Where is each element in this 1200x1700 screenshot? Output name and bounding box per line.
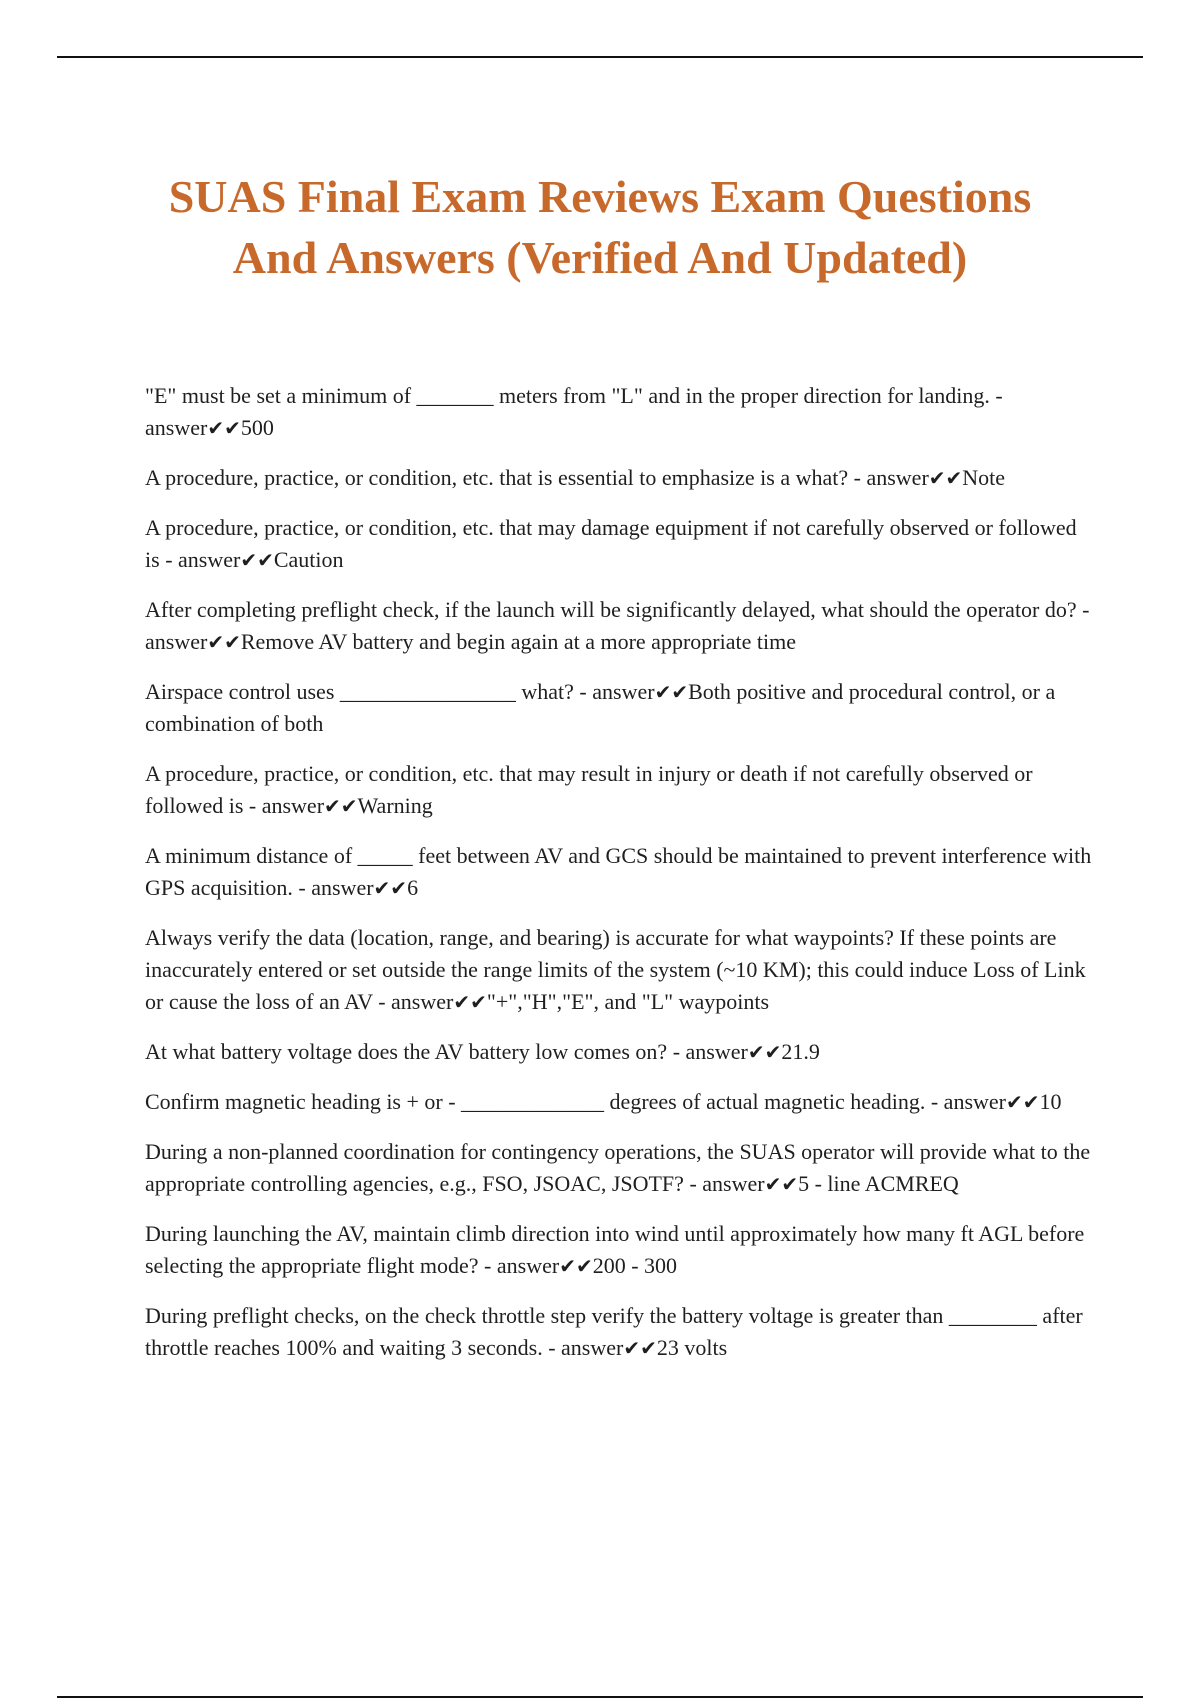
question-text: Confirm magnetic heading is + or - _____________ degrees of actual magnetic heading.	[145, 1089, 926, 1114]
qa-item	[145, 758, 1095, 822]
title-line-2: And Answers (Verified And Updated)	[232, 232, 968, 283]
answer-prefix: - answer	[292, 875, 374, 900]
double-check-icon: ✔✔	[654, 680, 689, 704]
answer-text: 10	[1039, 1089, 1062, 1114]
answer-prefix: - answer	[542, 1335, 624, 1360]
qa-item	[145, 1036, 1095, 1068]
qa-item	[145, 1300, 1095, 1364]
answer-prefix: - answer	[145, 597, 1090, 654]
double-check-icon: ✔✔	[764, 1172, 799, 1196]
answer-prefix: - answer	[848, 465, 929, 490]
answer-text: Warning	[357, 793, 433, 818]
double-check-icon: ✔✔	[747, 1040, 782, 1064]
question-text: A minimum distance of _____ feet between AV and GCS should be maintained to prevent interference with GPS acquisition.	[145, 843, 1092, 900]
bottom-rule	[57, 1696, 1143, 1698]
answer-text: Note	[962, 465, 1006, 490]
answer-prefix: - answer	[159, 547, 241, 572]
question-text: At what battery voltage does the AV battery low comes on?	[145, 1039, 668, 1064]
answer-prefix: - answer	[243, 793, 325, 818]
answer-text: 23 volts	[656, 1335, 728, 1360]
double-check-icon: ✔✔	[207, 416, 241, 440]
answer-text: Caution	[273, 547, 344, 572]
double-check-icon: ✔✔	[1006, 1090, 1040, 1114]
qa-item	[145, 594, 1095, 658]
qa-item	[145, 462, 1095, 494]
double-check-icon: ✔✔	[207, 630, 241, 654]
qa-item	[145, 1086, 1095, 1118]
double-check-icon: ✔✔	[324, 794, 358, 818]
qa-item	[145, 1218, 1095, 1282]
qa-item	[145, 840, 1095, 904]
question-text: Always verify the data (location, range, and bearing) is accurate for what waypoints? If these points are inaccurately entered or set outside the range limits of the system (~10 KM); this could induce Loss of Link or cause the loss of an AV	[145, 925, 1086, 1014]
double-check-icon: ✔✔	[559, 1254, 593, 1278]
qa-item	[145, 512, 1095, 576]
title-line-1: SUAS Final Exam Reviews Exam Questions	[168, 171, 1032, 222]
double-check-icon: ✔✔	[928, 466, 963, 490]
qa-item	[145, 1136, 1095, 1200]
qa-item	[145, 380, 1095, 444]
answer-text: "+","H","E", and "L" waypoints	[486, 989, 770, 1014]
qa-item	[145, 922, 1095, 1018]
question-answer-list	[145, 380, 1095, 1382]
top-rule	[57, 56, 1143, 58]
answer-text: 6	[407, 875, 419, 900]
answer-text: Remove AV battery and begin again at a more appropriate time	[240, 629, 796, 654]
double-check-icon: ✔✔	[453, 990, 487, 1014]
answer-prefix: - answer	[667, 1039, 748, 1064]
question-text: Airspace control uses ________________ what?	[145, 679, 574, 704]
question-text: After completing preflight check, if the launch will be significantly delayed, what should the operator do?	[145, 597, 1077, 622]
answer-prefix: - answer	[573, 679, 655, 704]
answer-text: 5 - line ACMREQ	[798, 1171, 959, 1196]
question-text: "E" must be set a minimum of _______ meters from "L" and in the proper direction for landing.	[145, 383, 990, 408]
double-check-icon: ✔✔	[373, 876, 408, 900]
answer-text: 200 - 300	[592, 1253, 678, 1278]
double-check-icon: ✔✔	[240, 548, 274, 572]
answer-prefix: - answer	[683, 1171, 765, 1196]
double-check-icon: ✔✔	[623, 1336, 657, 1360]
answer-prefix: - answer	[478, 1253, 560, 1278]
qa-item	[145, 676, 1095, 740]
question-text: A procedure, practice, or condition, etc. that may damage equipment if not carefully observed or followed is	[145, 515, 1077, 572]
answer-prefix: - answer	[145, 383, 1003, 440]
answer-text: 21.9	[781, 1039, 820, 1064]
answer-text: 500	[240, 415, 274, 440]
question-text: A procedure, practice, or condition, etc. that may result in injury or death if not carefully observed or followed is	[145, 761, 1033, 818]
answer-prefix: - answer	[925, 1089, 1006, 1114]
document-title	[100, 166, 1100, 288]
answer-prefix: - answer	[372, 989, 454, 1014]
answer-text: Both positive and procedural control, or a combination of both	[145, 679, 1056, 736]
question-text: During launching the AV, maintain climb direction into wind until approximately how many ft AGL before selecting the appropriate flight mode?	[145, 1221, 1085, 1278]
question-text: During a non-planned coordination for contingency operations, the SUAS operator will provide what to the appropriate controlling agencies, e.g., FSO, JSOAC, JSOTF?	[145, 1139, 1091, 1196]
question-text: During preflight checks, on the check throttle step verify the battery voltage is greater than ________ after throttle reaches 100% and waiting 3 seconds.	[145, 1303, 1083, 1360]
question-text: A procedure, practice, or condition, etc. that is essential to emphasize is a what?	[145, 465, 849, 490]
